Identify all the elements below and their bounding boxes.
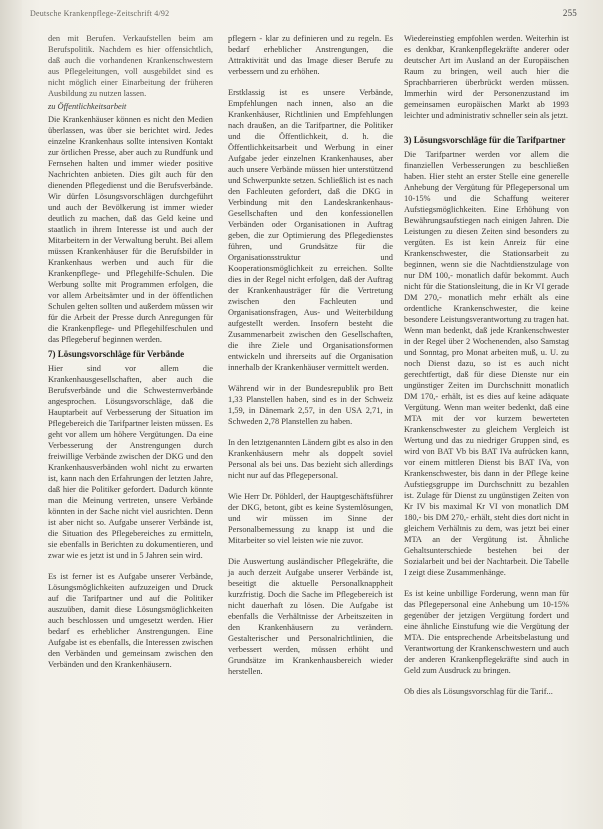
paragraph: Es ist keine unbillige Forderung, wenn man für das Pflegepersonal eine Anhebung um 10-15% gegenüber der jetzigen Vergütung fordert und eine ähnliche Einstufung wie die Vergütung der MTA. Die entsprechende Arbeitsbelastung und Verantwortung der Krankenschwestern und auch der anderen Krankenpflegekräfte sind auch in Geld zum Ausdruck zu bringen.	[404, 589, 569, 675]
paragraph: Wiedereinstieg empfohlen werden. Weiterhin ist es denkbar, Krankenpflegekräfte anderer oder deutscher Art im Ausland an der Europäischen Raum zu bringen, weil auch hier die Sprachbarrieren überbrückt werden müssen. Immerhin wird der Personenzustand im gemeinsamen europäischen Markt ab 1993 leichter und administrativ schneller sein als jetzt.	[404, 34, 569, 120]
paragraph: den mit Berufen. Verkaufstellen beim am Berufspolitik. Nachdem es hier offensichtlich, daß auch die vorhandenen Krankenschwestern aus Pflegeleitungen, voll ausgebildet sind es nicht möglich einer Einarbeitung der früheren Ausbildung zu nutzen lassen.	[48, 34, 213, 98]
paragraph: Es ist ferner ist es Aufgabe unserer Verbände, Lösungsmöglichkeiten aufzuzeigen und Druck auf die Tarifpartner und auf die Politiker auszuüben, damit diese Lösungsmöglichkeiten auch beschlossen und umgesetzt werden. Hier bedarf es erheblicher Anstrengungen. Eine Aufgabe ist es ebenfalls, die Interessen zwischen den Verbänden und gemeinsam zwischen den Verbänden und den Krankenhäusern.	[48, 572, 213, 669]
paragraph: Die Auswertung ausländischer Pflegekräfte, die ja auch derzeit Aufgabe unserer Verbände ist, beseitigt die aktuelle Personalknappheit kurzfristig. Doch die Sache im Pflegebereich ist nicht dauerhaft zu lösen. Die Aufgabe ist ebenfalls die Verhältnisse der Arbeitszeiten in den Krankenhäusern zu verändern. Gestalterischer und Personalrichtlinien, die verbessert werden, müssen erhöht und Grundsätze im Krankenhausbereich wieder herstellen.	[228, 557, 393, 676]
running-header	[30, 9, 577, 21]
section-heading: 7) Lösungsvorschläge für Verbände	[48, 349, 185, 359]
paragraph: Wie Herr Dr. Pöhlderl, der Hauptgeschäftsführer der DKG, betont, gibt es keine Systemlösungen, und wir müssen im Sinne der Personalbemessung zu knapp ist und die Mitarbeiter so viel leisten wie nie zuvor.	[228, 492, 393, 545]
paragraph: Während wir in der Bundesrepublik pro Bett 1,33 Planstellen haben, sind es in der Schweiz 1,59, in Dänemark 2,57, in den USA 2,71, in Schweden 2,78 Planstellen zu haben.	[228, 384, 393, 426]
paragraph: Die Krankenhäuser können es nicht den Medien überlassen, was über sie berichtet wird. Jedes einzelne Krankenhaus sollte intensiven Kontakt zur örtlichen Presse, aber auch zu Rundfunk und Fernsehen halten und immer wieder positive Nachrichten anbieten. Dies gilt auch für den dienenden Pflegedienst und die Berufsverbände. Wir dürfen Lösungsvorschlägen durchgeführt und auch der Bevölkerung ist immer wieder deutlich zu machen, daß das Geld keine und staatlich in ihrem Interesse ist und auch der Mitarbeitern in der Verwaltung beruht. Bei allem müssen Krankenhäuser für die Berufsbilder in Krankenhaus werben und auch für die Krankenpflege- und Pflegehilfe-Schulen. Die Werbung sollte mit Programmen erfolgen, die vor allem Arbeitsämter und in der öffentlichen Schulen gelten sollten und außerdem müssen wir für die Arbeit der Presse durch Anregungen für die Krankenpflege- und Pflegehilfeschulen und das Pflegeberuf beginnen werden.	[48, 115, 213, 344]
paragraph: Die Tarifpartner werden vor allem die finanziellen Verbesserungen zu beschließen haben. Hier steht an erster Stelle eine generelle Anhebung der Vergütung für Pflegepersonal um 10-15% und die Schaffung weiterer Aufstiegsmöglichkeiten. Eine Erhöhung von Bewährungsaufstiegen nach einigen Jahren. Die Leistungen zu diesen Zeiten sind besonders zu vergüten. Es ist kein Anreiz für eine Krankenschwester, die Stationsarbeit zu beginnen, wenn sie die Nachtdienstzulage von nur DM 100,- monatlich dafür bekommt. Auch nicht für die Stationsleitung, die in Kr VI gerade DM 270,- monatlich mehr erhält als eine ordentliche Krankenschwester, die keine besondere Leistungsverantwortung zu tragen hat. Wenn man bedenkt, daß jede Krankenschwester in der Regel über 2 Wochenenden, also Samstag und Sonntag, pro Monat arbeiten muß, u. U. zu noch Dienst dazu, so ist es auch nicht gerechtfertigt, daß für diese Dienste nur ein ungünstiger Zeiten im Durchschnitt monatlich DM 170,- erhält, ist es dies auf keine adäquate Vergütung. Wenn man weiter bedenkt, daß eine MTA mit der vor kurzem bewerteten Krankenschwester zu gleichem Vergleich ist Wertung und das zu niedriger Gruppen sind, es wird von BAT Vb bis BAT IVa aufrücken kann, vor einem mittleren Dienst bis BAT IVa, von Krankenschwester, bis dann in der Pflege keine Aufstiegsgruppe im Durchschnitt zu bezahlen ist. Zulage für Dienst zu ungünstigen Zeiten von Kr IV bis maximal Kr VI von monatlich DM 180,- bis DM 270,- erhält, steht dies dort nicht in gleichem Verhältnis zu dem, was jetzt bei einer MTA an der Vergütung ist. Ähnliche Gehaltsunterschiede bestehen bei der Sozialarbeit und bei der Nachtarbeit. Die Tabelle I zeigt diese Zusammenhänge.	[404, 150, 569, 577]
paragraph: pflegern - klar zu definieren und zu regeln. Es bedarf erheblicher Anstrengungen, die Attraktivität und das Image dieser Berufe zu verbessern und zu erhöhen.	[228, 34, 393, 76]
subheading: zu Öffentlichkeitsarbeit	[48, 102, 127, 111]
paragraph: In den letztgenannten Ländern gibt es also in den Krankenhäusern mehr als doppelt soviel Personal als bei uns. Das bezieht sich allerdings nicht nur auf das Pflegepersonal.	[228, 438, 393, 480]
text-column-3	[404, 33, 569, 697]
page-spine-shadow	[0, 0, 22, 829]
section-heading: 3) Lösungsvorschläge für die Tarifpartner	[404, 135, 566, 145]
text-column-2	[228, 33, 393, 677]
paragraph: Erstklassig ist es unsere Verbände, Empfehlungen nach innen, also an die Krankenhäuser, Richtlinien und Empfehlungen nach draußen, an die Tarifpartner, die Politiker und die Öffentlichkeit, d. h. die Öffentlichkeitsarbeit und Werbung in einer Aufgabe jeder einzelnen Krankenhauses, aber auch unsere Verbände müssen hier unterstützend und Schwerpunkte setzen. Schließlich ist es nach den Fachleuten gefordert, daß die DKG in Verbindung mit den Landeskrankenhaus-Gesellschaften und den konfessionellen Verbänden oder Organisationen in Auftrag geben, die zur Optimierung des Pflegedienstes führen, und Grundsätze für die Organisationsstruktur und Kooperationsmöglichkeit zu erreichen. Sollte dies in der Regel nicht erfolgen, daß der Auftrag der Krankenhausträger für die Vertretung zwischen den Fachleuten und Organisationsfragen, Aus- und Weiterbildung aufgestellt werden. Insofern besteht die Zusammenarbeit zwischen den Gesellschaften, die ihre Ziele und Organisationsformen entwickeln und ihrerseits auf die Organisation innerhalb der Krankenhäuser vermittelt werden.	[228, 88, 393, 372]
running-title: Deutsche Krankenpflege-Zeitschrift 4/92	[30, 9, 170, 18]
paragraph: Ob dies als Lösungsvorschlag für die Tarif...	[404, 687, 553, 696]
page-number: 255	[562, 8, 577, 18]
text-column-1	[48, 33, 213, 670]
paragraph: Hier sind vor allem die Krankenhausgesellschaften, aber auch die Berufsverbände und die Schwesternverbände angesprochen. Lösungsvorschläge, daß die Hauptarbeit auf Verbesserung der Situation im Pflegebereich die Tarifpartner leisten müssen. Es geht vor allem um höhere Vergütungen. Da eine Verbesserung der Anstrengungen durch freiwillige Verbände zwischen der DKG und den Krankenhausverbänden wohl nicht zu erwarten ist, kann nach den Erfahrungen der letzten Jahre, daß hier die Politiker gefordert. Dadurch könnte man die Meinung vertreten, unsere Verbände könnten in der Sache nicht viel ausrichten. Denn ist aber nicht so. Aufgabe unserer Verbände ist, die Situation des Pflegebereiches zu ermitteln, sie ebenfalls in Berichten zu dokumentieren, und zwar wie es jetzt ist und in 5 Jahren sein wird.	[48, 364, 213, 560]
